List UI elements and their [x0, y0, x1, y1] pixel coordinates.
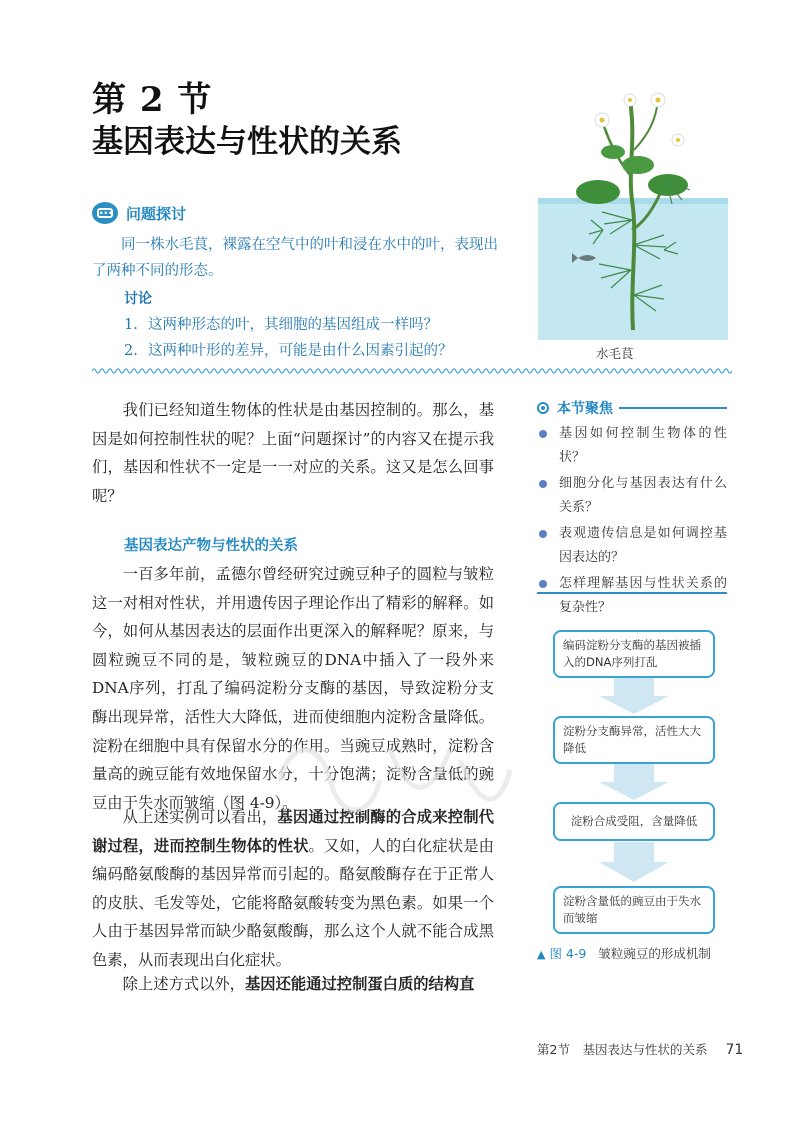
question-item [124, 338, 453, 364]
focus-title: 本节聚焦 [557, 401, 613, 417]
protein-text-lead: 除上述方式以外， [122, 975, 245, 993]
question-text: 这两种形态的叶，其细胞的基因组成一样吗？ [148, 317, 438, 333]
protein-key-point: 基因还能通过控制蛋白质的结构直 [244, 975, 475, 993]
flow-arrow-icon [553, 842, 715, 882]
paragraph-protein [92, 970, 494, 999]
figure-caption [537, 944, 711, 962]
question-item [124, 312, 453, 338]
focus-item-text: 细胞分化与基因表达有什么关系？ [559, 476, 727, 515]
intro-text: 我们已经知道生物体的性状是由基因控制的。那么，基因是如何控制性状的呢？上面“问题探讨”的内容又在提示我们，基因和性状不一定是一一对应的关系。这又是怎么回事呢？ [92, 401, 494, 505]
focus-heading [537, 398, 727, 418]
problem-heading [92, 202, 186, 224]
illustration-caption: 水毛茛 [596, 346, 634, 361]
focus-item [537, 422, 727, 470]
target-icon [537, 402, 549, 414]
problem-description: 同一株水毛茛，裸露在空气中的叶和浸在水中的叶，表现出了两种不同的形态。 [92, 237, 498, 279]
protein-text [92, 970, 494, 999]
focus-item [537, 472, 727, 520]
bullet-icon [539, 480, 547, 488]
figure-title: 皱粒豌豆的形成机制 [598, 946, 711, 961]
discussion-label: 讨论 [124, 291, 152, 307]
figure-number: 图 4-9 [549, 946, 587, 961]
water-buttercup-illustration [538, 80, 728, 340]
focus-item [537, 522, 727, 570]
flow-step-2: 淀粉分支酶异常，活性大大降低 [553, 716, 715, 764]
focus-item-text: 怎样理解基因与性状关系的复杂性？ [559, 576, 727, 615]
enzyme-text-rest: 。又如，人的白化症状是由编码酪氨酸酶的基因异常而引起的。酪氨酸酶存在于正常人的皮肤、毛发等处，它能将酪氨酸转变为黑色素。如果一个人由于基因异常而缺少酪氨酸酶，那么这个人就不能合成黑色素，从而表现出白化症状。 [92, 836, 494, 969]
flow-step-1: 编码淀粉分支酶的基因被插入的DNA序列打乱 [553, 630, 715, 678]
footer-section: 第2节 基因表达与性状的关系 [537, 1042, 708, 1057]
question-text: 这两种叶形的差异，可能是由什么因素引起的？ [148, 343, 453, 359]
triangle-icon: ▲ [537, 948, 546, 961]
page-footer [537, 1040, 743, 1058]
page-number: 71 [725, 1042, 744, 1058]
intro-paragraph [92, 396, 494, 510]
discussion-questions [124, 312, 453, 364]
bullet-icon [539, 430, 547, 438]
section-number: 第 2 节 [92, 80, 213, 120]
focus-item-text: 基因如何控制生物体的性状？ [559, 426, 727, 465]
problem-text [92, 232, 512, 284]
focus-item [537, 572, 727, 620]
focus-bottom-rule [537, 592, 727, 594]
problem-title: 问题探讨 [126, 204, 187, 223]
question-number: 1. [124, 317, 138, 333]
flow-arrow-icon [553, 678, 715, 714]
question-number: 2. [124, 343, 138, 359]
chat-bubble-icon [92, 202, 118, 224]
enzyme-text-lead: 从上述实例可以看出， [122, 808, 278, 826]
enzyme-key-point: 基因通过控制酶的合成来控制代谢过程，进而控制生物体的性状 [92, 808, 494, 855]
pea-text: 一百多年前，孟德尔曾经研究过豌豆种子的圆粒与皱粒这一对相对性状，并用遗传因子理论作出了精彩的解释。如今，如何从基因表达的层面作出更深入的解释呢？原来，与圆粒豌豆不同的是，皱粒豌豆的DNA中插入了一段外来DNA序列，打乱了编码淀粉分支酶的基因，导致淀粉分支酶出现异常，活性大大降低，进而使细胞内淀粉含量降低。淀粉在细胞中具有保留水分的作用。当豌豆成熟时，淀粉含量高的豌豆能有效地保留水分，十分饱满；淀粉含量低的豌豆由于失水而皱缩（图 4-9）。 [92, 565, 494, 812]
section-title: 基因表达与性状的关系 [92, 124, 402, 160]
flowchart [553, 630, 723, 940]
wavy-divider [92, 366, 732, 376]
watermark-logo [260, 720, 520, 840]
focus-rule [619, 407, 727, 409]
flow-step-4: 淀粉含量低的豌豆由于失水而皱缩 [553, 886, 715, 934]
focus-item-text: 表观遗传信息是如何调控基因表达的？ [559, 526, 727, 565]
bullet-icon [539, 530, 547, 538]
flow-step-3: 淀粉合成受阻，含量降低 [553, 802, 715, 841]
subsection-heading: 基因表达产物与性状的关系 [124, 538, 298, 554]
flow-arrow-icon [553, 764, 715, 800]
plant-drawing [538, 80, 728, 340]
bullet-icon [539, 580, 547, 588]
